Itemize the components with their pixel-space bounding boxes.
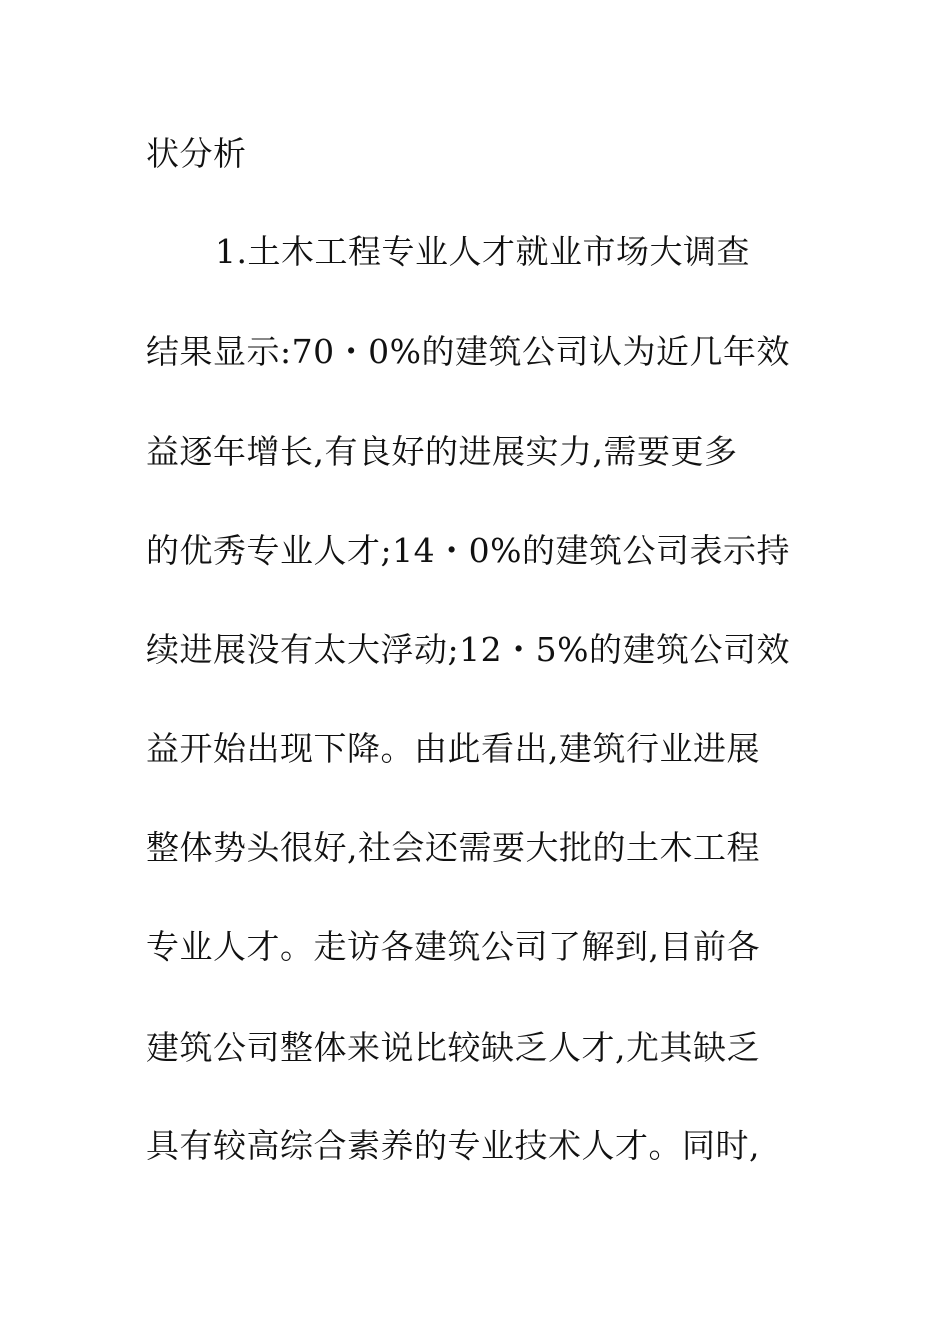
section-heading-tail: 状分析 [146,134,247,173]
paragraph-line-7: 整体势头很好,社会还需要大批的土木工程 [146,828,760,867]
paragraph-line-3: 益逐年增长,有良好的进展实力,需要更多 [146,432,738,471]
paragraph-line-5: 续进展没有太大浮动;12・5%的建筑公司效 [146,630,790,669]
paragraph-line-2: 结果显示:70・0%的建筑公司认为近几年效 [146,332,790,371]
paragraph-line-6: 益开始出现下降。由此看出,建筑行业进展 [146,729,760,768]
paragraph-line-1: 1.土木工程专业人才就业市场大调查 [215,232,750,271]
paragraph-line-10: 具有较高综合素养的专业技术人才。同时, [146,1126,760,1165]
paragraph-line-8: 专业人才。走访各建筑公司了解到,目前各 [146,927,760,966]
paragraph-line-4: 的优秀专业人才;14・0%的建筑公司表示持 [146,531,790,570]
paragraph-line-9: 建筑公司整体来说比较缺乏人才,尤其缺乏 [146,1028,760,1067]
